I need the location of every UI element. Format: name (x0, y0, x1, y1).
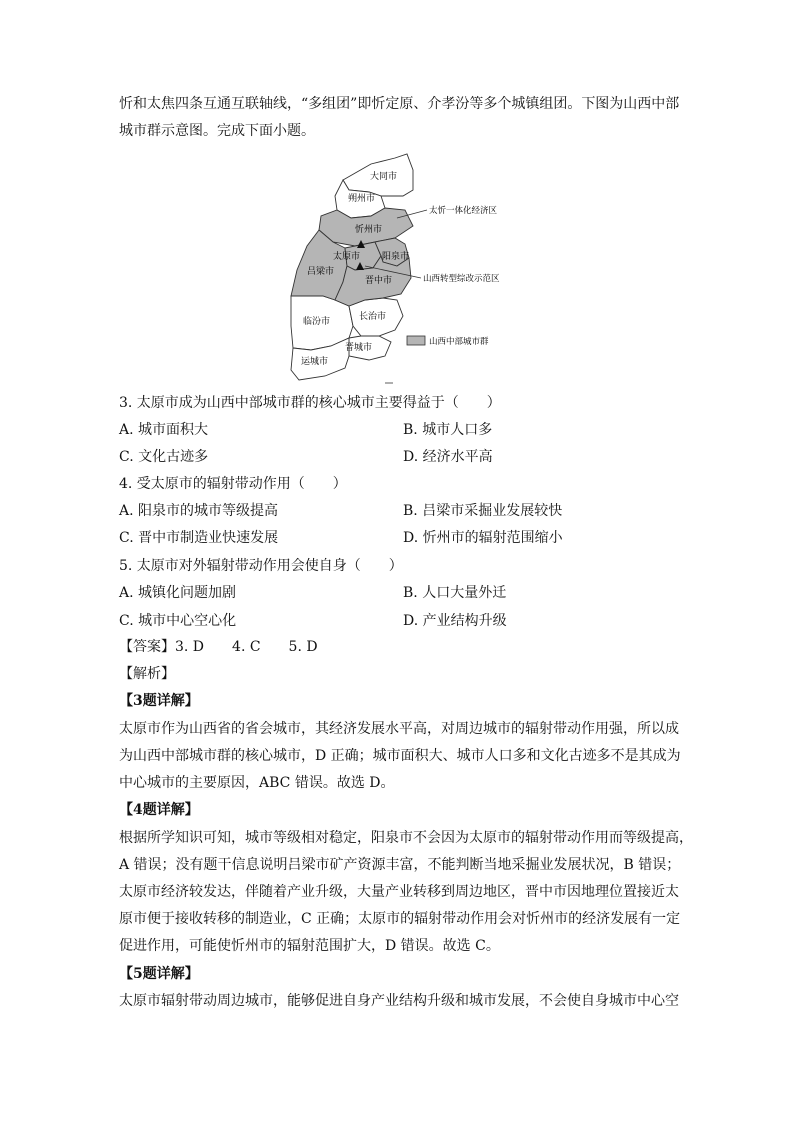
detail3-line-1: 太原市作为山西省的省会城市，其经济发展水平高，对周边城市的辐射带动作用强，所以成 (119, 721, 679, 737)
label-changzhi: 长治市 (359, 312, 387, 322)
label-jinzhong: 晋中市 (365, 276, 393, 286)
label-taiyuan: 太原市 (333, 252, 361, 262)
detail4-line-5: 促进作用，可能使忻州市的辐射范围扩大，D 错误。故选 C。 (119, 938, 500, 954)
label-datong: 大同市 (370, 172, 398, 182)
q3-option-b: B. 城市人口多 (403, 422, 493, 438)
annotation-taixin: 太忻一体化经济区 (429, 206, 498, 216)
q5-option-a: A. 城镇化问题加剧 (119, 585, 237, 601)
q3-stem: 3. 太原市成为山西中部城市群的核心城市主要得益于（ ） (119, 395, 501, 411)
q3-option-c: C. 文化古迹多 (119, 449, 209, 465)
detail4-line-4: 原市便于接收转移的制造业，C 正确；太原市的辐射带动作用会对忻州市的经济发展有一定 (119, 911, 681, 927)
label-jincheng: 晋城市 (345, 343, 373, 353)
q4-option-c: C. 晋中市制造业快速发展 (119, 530, 279, 546)
detail3-line-2: 为山西中部城市群的核心城市，D 正确；城市面积大、城市人口多和文化古迹多不是其成为 (119, 748, 681, 764)
detail5-title: 【5题详解】 (119, 966, 199, 982)
detail4-title: 【4题详解】 (119, 802, 199, 818)
annotation-reform-zone: 山西转型综改示范区 (423, 274, 500, 284)
shanxi-map (285, 150, 525, 386)
label-yangquan: 阳泉市 (382, 252, 410, 262)
q4-stem: 4. 受太原市的辐射带动作用（ ） (119, 476, 347, 492)
label-lvliang: 吕梁市 (307, 267, 335, 277)
detail4-line-2: A 错误；没有题干信息说明吕梁市矿产资源丰富，不能判断当地采掘业发展状况，B 错误； (119, 857, 681, 873)
intro-line-2: 城市群示意图。完成下面小题。 (119, 123, 315, 139)
legend-label: 山西中部城市群 (429, 337, 489, 347)
detail4-line-3: 太原市经济较发达，伴随着产业升级，大量产业转移到周边地区，晋中市因地理位置接近太 (119, 884, 679, 900)
q5-option-c: C. 城市中心空心化 (119, 613, 237, 629)
answer-line: 【答案】3. D 4. C 5. D (119, 639, 318, 655)
label-linfen: 临汾市 (303, 317, 331, 327)
q4-option-b: B. 吕梁市采掘业发展较快 (403, 503, 563, 519)
q3-option-a: A. 城市面积大 (119, 422, 209, 438)
detail4-line-1: 根据所学知识可知，城市等级相对稳定，阳泉市不会因为太原市的辐射带动作用而等级提高， (119, 830, 693, 846)
q5-option-d: D. 产业结构升级 (403, 613, 507, 629)
detail5-line-1: 太原市辐射带动周边城市，能够促进自身产业结构升级和城市发展，不会使自身城市中心空 (119, 993, 679, 1009)
intro-line-1: 忻和太焦四条互通互联轴线，“多组团”即忻定原、介孝汾等多个城镇组团。下图为山西中部 (119, 96, 680, 112)
q4-option-a: A. 阳泉市的城市等级提高 (119, 503, 279, 519)
detail3-line-3: 中心城市的主要原因，ABC 错误。故选 D。 (119, 775, 395, 791)
q5-option-b: B. 人口大量外迁 (403, 585, 507, 601)
detail3-title: 【3题详解】 (119, 693, 199, 709)
label-shuozhou: 朔州市 (348, 194, 376, 204)
label-yuncheng: 运城市 (301, 357, 329, 367)
analysis-title: 【解析】 (119, 666, 175, 682)
q4-option-d: D. 忻州市的辐射范围缩小 (403, 530, 563, 546)
label-xinzhou: 忻州市 (355, 225, 383, 235)
q5-stem: 5. 太原市对外辐射带动作用会使自身（ ） (119, 558, 403, 574)
legend-swatch (407, 336, 425, 345)
q3-option-d: D. 经济水平高 (403, 449, 493, 465)
